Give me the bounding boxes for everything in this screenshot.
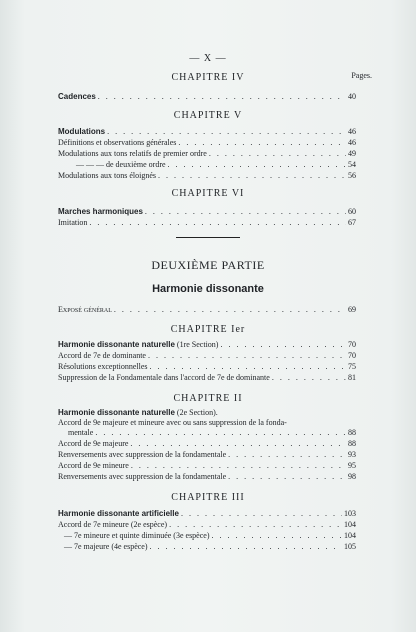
toc-entry[interactable]	[58, 125, 356, 136]
chapter-title: CHAPITRE IV	[171, 72, 245, 83]
toc-entry[interactable]	[58, 169, 356, 180]
leader-dots	[107, 127, 346, 136]
chapter-title: CHAPITRE VI	[171, 188, 245, 199]
toc-entry-page: 88	[348, 428, 356, 437]
leader-dots	[169, 520, 342, 529]
toc-entry[interactable]	[58, 529, 356, 540]
toc-entry-title: Harmonie dissonante artificielle	[58, 509, 179, 518]
toc-entry-page: 70	[348, 340, 356, 349]
toc-entry-page: 56	[348, 171, 356, 180]
toc-entry[interactable]	[58, 205, 356, 216]
toc-entry[interactable]	[58, 459, 356, 470]
toc-entry-page: 81	[348, 373, 356, 382]
toc-entry-title: — 7e majeure (4e espèce)	[64, 542, 148, 551]
toc-entry[interactable]	[58, 90, 356, 101]
toc-entry[interactable]	[58, 448, 356, 459]
toc-entry-title: Renversements avec suppression de la fondamentale	[58, 472, 227, 481]
chapter-title: CHAPITRE V	[173, 110, 243, 121]
toc-entry-title: Accord de 7e mineure (2e espèce)	[58, 520, 168, 529]
section-divider	[176, 237, 240, 238]
part-title: DEUXIÈME PARTIE	[151, 258, 265, 272]
leader-dots	[145, 207, 346, 216]
toc-entry-section: (1re Section)	[176, 340, 219, 349]
leader-dots	[89, 218, 346, 227]
leader-dots	[272, 373, 346, 382]
toc-entry-title: Accord de 9e majeure	[58, 439, 129, 448]
toc-entry-title: Imitation	[58, 218, 88, 227]
toc-entry-page: 70	[348, 351, 356, 360]
toc-entry-title: Accord de 9e mineure	[58, 461, 129, 470]
toc-entry[interactable]	[58, 303, 356, 314]
toc-entry-title: Exposé général	[58, 305, 112, 314]
toc-entry-page: 60	[348, 207, 356, 216]
chapter-title: CHAPITRE Ier	[170, 324, 246, 335]
toc-entry-page: 105	[344, 542, 356, 551]
toc-entry[interactable]	[58, 360, 356, 371]
leader-dots	[209, 149, 346, 158]
toc-entry[interactable]	[58, 470, 356, 481]
toc-entry[interactable]	[58, 216, 356, 227]
toc-entry[interactable]	[58, 349, 356, 360]
toc-entry-page: 104	[344, 520, 356, 529]
toc-entry-page: 104	[344, 531, 356, 540]
leader-dots	[148, 351, 346, 360]
leader-dots	[178, 138, 346, 147]
toc-entry-title: Accord de 7e de dominante	[58, 351, 146, 360]
toc-entry[interactable]	[58, 518, 356, 529]
toc-entry[interactable]	[58, 147, 356, 158]
chapter-title: CHAPITRE III	[171, 492, 245, 503]
toc-entry-page: 75	[348, 362, 356, 371]
toc-entry-page: 46	[348, 127, 356, 136]
toc-entry-title: Suppression de la Fondamentale dans l'accord de 7e de dominante	[58, 373, 270, 382]
toc-entry-page: 98	[348, 472, 356, 481]
leader-dots	[98, 92, 346, 101]
toc-entry-title: — 7e mineure et quinte diminuée (3e espèce)	[64, 531, 210, 540]
toc-entry-title: Marches harmoniques	[58, 207, 143, 216]
leader-dots	[150, 542, 342, 551]
leader-dots	[220, 340, 346, 349]
toc-entry[interactable]	[58, 136, 356, 147]
toc-entry-title: Définitions et observations générales	[58, 138, 177, 147]
leader-dots	[168, 160, 346, 169]
toc-entry[interactable]	[58, 437, 356, 448]
toc-entry-title: Harmonie dissonante naturelle	[58, 408, 175, 417]
page-number: — X —	[189, 53, 227, 64]
leader-dots	[181, 509, 342, 518]
leader-dots	[212, 531, 343, 540]
leader-dots	[130, 439, 346, 448]
toc-entry-page: 54	[348, 160, 356, 169]
leader-dots	[228, 472, 346, 481]
toc-entry-page: 103	[344, 509, 356, 518]
toc-entry-title: Cadences	[58, 92, 96, 101]
toc-entry[interactable]	[58, 507, 356, 518]
toc-entry-title: Résolutions exceptionnelles	[58, 362, 148, 371]
leader-dots	[150, 362, 346, 371]
toc-entry-page: 49	[348, 149, 356, 158]
toc-entry[interactable]	[58, 540, 356, 551]
toc-entry-page: 40	[348, 92, 356, 101]
toc-entry-wrapped-line: Accord de 9e majeure et mineure avec ou sans suppression de la fonda-	[58, 418, 287, 427]
toc-entry-title: Modulations aux tons relatifs de premier ordre	[58, 149, 207, 158]
toc-entry-title: Harmonie dissonante naturelle	[58, 340, 175, 349]
toc-entry-title: Renversements avec suppression de la fondamentale	[58, 450, 227, 459]
toc-entry-section: (2e Section).	[176, 408, 218, 417]
toc-entry-page: 46	[348, 138, 356, 147]
pages-column-label: Pages.	[351, 71, 372, 80]
toc-entry[interactable]	[58, 371, 356, 382]
toc-entry-title: mentale	[68, 428, 94, 437]
toc-entry-page: 88	[348, 439, 356, 448]
toc-entry-page: 67	[348, 218, 356, 227]
toc-entry-page: 69	[348, 305, 356, 314]
toc-entry-title: Modulations	[58, 127, 106, 136]
toc-entry-page: 95	[348, 461, 356, 470]
toc-entry-title: — — — de deuxième ordre	[76, 160, 166, 169]
toc-entry[interactable]	[58, 406, 356, 417]
leader-dots	[228, 450, 346, 459]
chapter-title: CHAPITRE II	[173, 393, 243, 404]
leader-dots	[158, 171, 346, 180]
toc-entry[interactable]	[58, 426, 356, 437]
toc-entry-page: 93	[348, 450, 356, 459]
part-subtitle: Harmonie dissonante	[152, 283, 264, 295]
toc-entry-title: Modulations aux tons éloignés	[58, 171, 156, 180]
leader-dots	[114, 305, 346, 314]
toc-entry[interactable]	[58, 158, 356, 169]
leader-dots	[131, 461, 346, 470]
toc-entry[interactable]	[58, 338, 356, 349]
leader-dots	[95, 428, 346, 437]
